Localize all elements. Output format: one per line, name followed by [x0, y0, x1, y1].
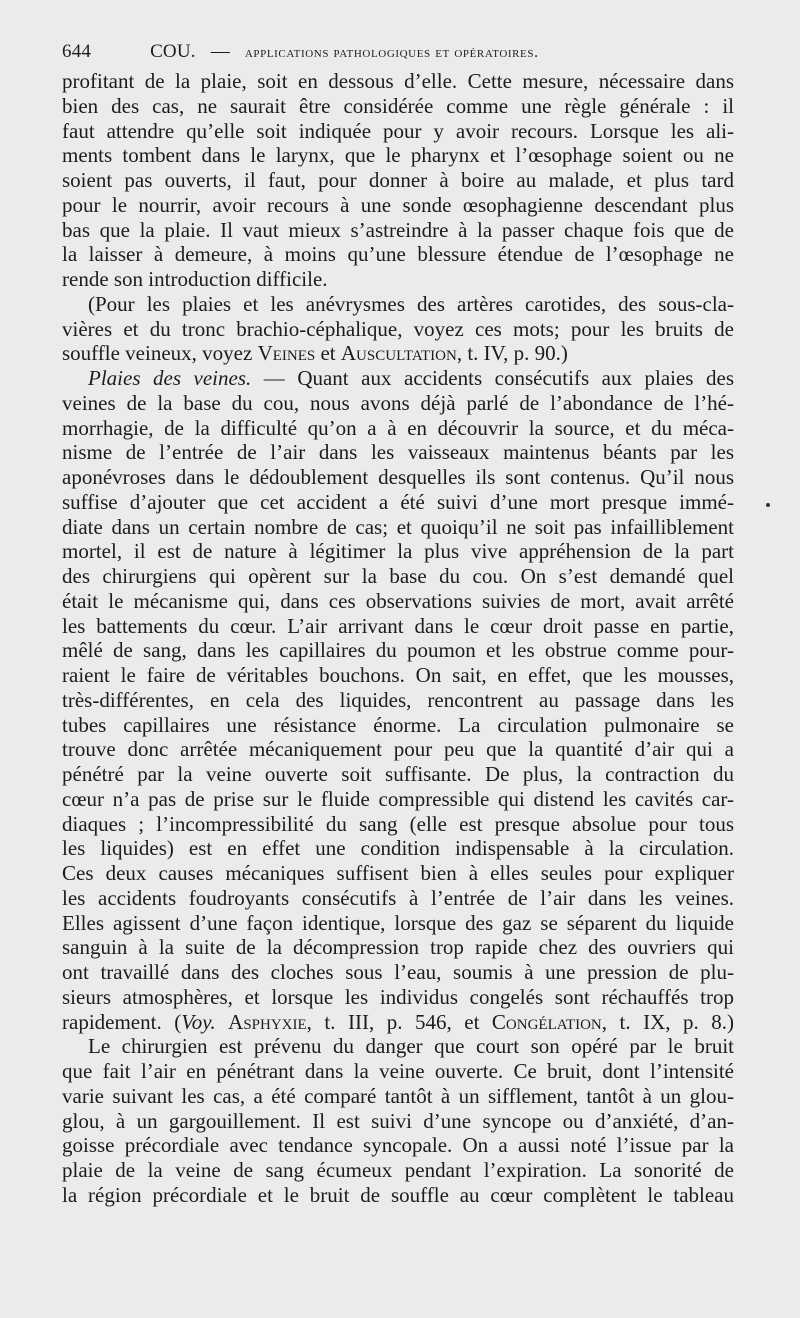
header-dash: —: [210, 41, 230, 62]
text-segment: diaques ; l’incompressibilité du sang (elle est presque absolue pour tous: [62, 811, 734, 836]
text-line: [62, 1034, 734, 1059]
text-line: [62, 713, 734, 738]
text-line: [62, 762, 734, 787]
margin-mark: [766, 503, 770, 507]
text-line: [62, 440, 734, 465]
text-line: [62, 366, 734, 391]
text-line: [62, 861, 734, 886]
text-line: [62, 836, 734, 861]
text-line: [62, 341, 734, 366]
text-segment: (Pour les plaies et les anévrysmes des artères carotides, des sous-cla-: [88, 291, 734, 316]
text-line: [62, 416, 734, 441]
text-segment: rende son introduction difficile.: [62, 267, 328, 291]
italic-text: Plaies des veines.: [88, 366, 252, 390]
text-line: [62, 490, 734, 515]
text-line: [62, 69, 734, 94]
text-line: [62, 1133, 734, 1158]
text-line: [62, 663, 734, 688]
text-segment: Elles agissent d’une façon identique, lorsque des gaz se séparent du liquide: [62, 910, 734, 935]
text-line: [62, 218, 734, 243]
text-segment: glou, à un gargouillement. Il est suivi d’une syncope ou d’anxiété, d’an-: [62, 1108, 734, 1133]
text-line: [62, 168, 734, 193]
text-segment: aponévroses dans le dédoublement desquelles ils sont contenus. Qu’il nous: [62, 465, 734, 489]
cross-reference: Veines: [257, 341, 316, 366]
text-segment: , t. IV, p. 90.): [456, 341, 568, 366]
text-segment: ments tombent dans le larynx, que le pharynx et l’œsophage soient ou ne: [62, 143, 734, 168]
section-title: COU.: [150, 41, 196, 62]
text-segment: profitant de la plaie, soit en dessous d’elle. Cette mesure, nécessaire dans: [62, 69, 734, 93]
text-segment: morrhagie, de la difficulté qu’on a à en découvrir la source, et du méca-: [62, 415, 734, 440]
text-line: [62, 638, 734, 663]
text-line: [62, 614, 734, 639]
text-segment: veines de la base du cou, nous avons déjà parlé de l’abondance de l’hé-: [62, 390, 734, 415]
text-line: [62, 465, 734, 490]
text-segment: goisse précordiale avec tendance syncopale. On a aussi noté l’issue par la: [62, 1133, 734, 1158]
text-line: [62, 242, 734, 267]
text-line: [62, 119, 734, 144]
text-line: [62, 1010, 734, 1035]
text-line: [62, 94, 734, 119]
text-line: [62, 1059, 734, 1084]
text-segment: tubes capillaires une résistance énorme. La circulation pulmonaire se: [62, 712, 734, 737]
text-segment: les accidents foudroyants consécutifs à l’entrée de l’air dans les veines.: [62, 885, 734, 910]
text-segment: mêlé de sang, dans les capillaires du poumon et les obstrue comme pour-: [62, 638, 734, 663]
text-line: [62, 589, 734, 614]
text-segment: et: [315, 341, 341, 366]
text-line: [62, 515, 734, 540]
text-segment: raient le faire de véritables bouchons. On sait, en effet, que les mousses,: [62, 663, 734, 687]
text-segment: bien des cas, ne saurait être considérée comme une règle générale : il: [62, 93, 734, 118]
text-line: [62, 292, 734, 317]
text-segment: soient pas ouverts, il faut, pour donner à boire au malade, et plus tard: [62, 168, 734, 192]
text-line: [62, 911, 734, 936]
cross-reference: Congélation: [491, 1009, 602, 1034]
text-segment: , t. IX, p. 8.): [601, 1009, 735, 1034]
text-line: [62, 193, 734, 218]
text-line: [62, 737, 734, 762]
text-segment: ont travaillé dans des cloches sous l’eau, soumis à une pression de plu-: [62, 960, 734, 984]
text-segment: plaie de la veine de sang écumeux pendant l’expiration. La sonorité de: [62, 1158, 734, 1182]
running-header: [62, 38, 734, 66]
text-line: [62, 787, 734, 812]
text-line: [62, 1109, 734, 1134]
text-line: [62, 317, 734, 342]
text-segment: pénétré par la veine ouverte soit suffisante. De plus, la contraction du: [62, 762, 734, 786]
running-title: applications pathologiques et opératoires.: [244, 44, 539, 61]
text-segment: faut attendre qu’elle soit indiquée pour y avoir recours. Lorsque les ali-: [62, 118, 734, 143]
text-segment: vières et du tronc brachio-céphalique, voyez ces mots; pour les bruits de: [62, 316, 734, 341]
text-segment: souffle veineux, voyez: [62, 341, 258, 366]
page-number: 644: [62, 41, 92, 62]
text-segment: cœur n’a pas de prise sur le fluide compressible qui distend les cavités car-: [62, 786, 734, 811]
text-line: [62, 539, 734, 564]
text-segment: très-différentes, en cela des liquides, rencontrent au passage dans les: [62, 687, 734, 712]
text-line: [62, 812, 734, 837]
text-segment: rapidement. (: [62, 1009, 182, 1034]
text-line: [62, 1183, 734, 1208]
text-segment: des chirurgiens qui opèrent sur la base du cou. On s’est demandé quel: [62, 564, 734, 588]
text-segment: la laisser à demeure, à moins qu’une blessure étendue de l’œsophage ne: [62, 242, 734, 267]
text-segment: pour le nourrir, avoir recours à une sonde œsophagienne descendant plus: [62, 192, 734, 217]
text-line: [62, 1084, 734, 1109]
text-segment: trouve donc arrêtée mécaniquement pour peu que la quantité d’air qui a: [62, 737, 734, 762]
text-line: [62, 985, 734, 1010]
text-segment: sanguin à la suite de la décompression trop rapide chez des ouvriers qui: [62, 935, 734, 960]
text-segment: les liquides) est en effet une condition indispensable à la circulation.: [62, 836, 734, 861]
text-line: [62, 391, 734, 416]
text-line: [62, 688, 734, 713]
text-segment: mortel, il est de nature à légitimer la plus vive appréhension de la part: [62, 539, 734, 564]
text-line: [62, 143, 734, 168]
text-segment: varie suivant les cas, a été comparé tantôt à un sifflement, tantôt à un glou-: [62, 1083, 734, 1108]
text-line: [62, 564, 734, 589]
text-segment: [216, 1010, 229, 1034]
text-segment: les battements du cœur. L’air arrivant dans le cœur droit passe en partie,: [62, 613, 734, 638]
body-text: [62, 69, 734, 1208]
text-segment: la région précordiale et le bruit de souffle au cœur complètent le tableau: [62, 1182, 734, 1207]
text-segment: que fait l’air en pénétrant dans la veine ouverte. Ce bruit, dont l’intensité: [62, 1059, 734, 1083]
text-segment: , t. III, p. 546, et: [306, 1009, 492, 1034]
text-segment: nisme de l’entrée de l’air dans les vaisseaux maintenus béants par les: [62, 440, 734, 465]
text-segment: sieurs atmosphères, et lorsque les individus congelés sont réchauffés trop: [62, 984, 734, 1009]
text-segment: Ces deux causes mécaniques suffisent bien à elles seules pour expliquer: [62, 861, 734, 885]
text-segment: diate dans un certain nombre de cas; et quoiqu’il ne soit pas infailliblement: [62, 514, 734, 539]
text-line: [62, 960, 734, 985]
text-segment: — Quant aux accidents consécutifs aux plaies des: [251, 366, 734, 390]
text-segment: Le chirurgien est prévenu du danger que court son opéré par le bruit: [88, 1034, 734, 1059]
text-segment: suffise d’ajouter que cet accident a été suivi d’une mort presque immé-: [62, 489, 734, 514]
text-line: [62, 267, 734, 292]
italic-text: Voy.: [181, 1009, 216, 1034]
text-line: [62, 935, 734, 960]
cross-reference: Auscultation: [340, 341, 457, 366]
text-line: [62, 886, 734, 911]
text-segment: bas que la plaie. Il vaut mieux s’astreindre à la passer chaque fois que de: [62, 217, 734, 242]
cross-reference: Asphyxie: [228, 1009, 307, 1034]
text-line: [62, 1158, 734, 1183]
text-segment: était le mécanisme qui, dans ces observations suivies de mort, avait arrêté: [62, 588, 734, 613]
